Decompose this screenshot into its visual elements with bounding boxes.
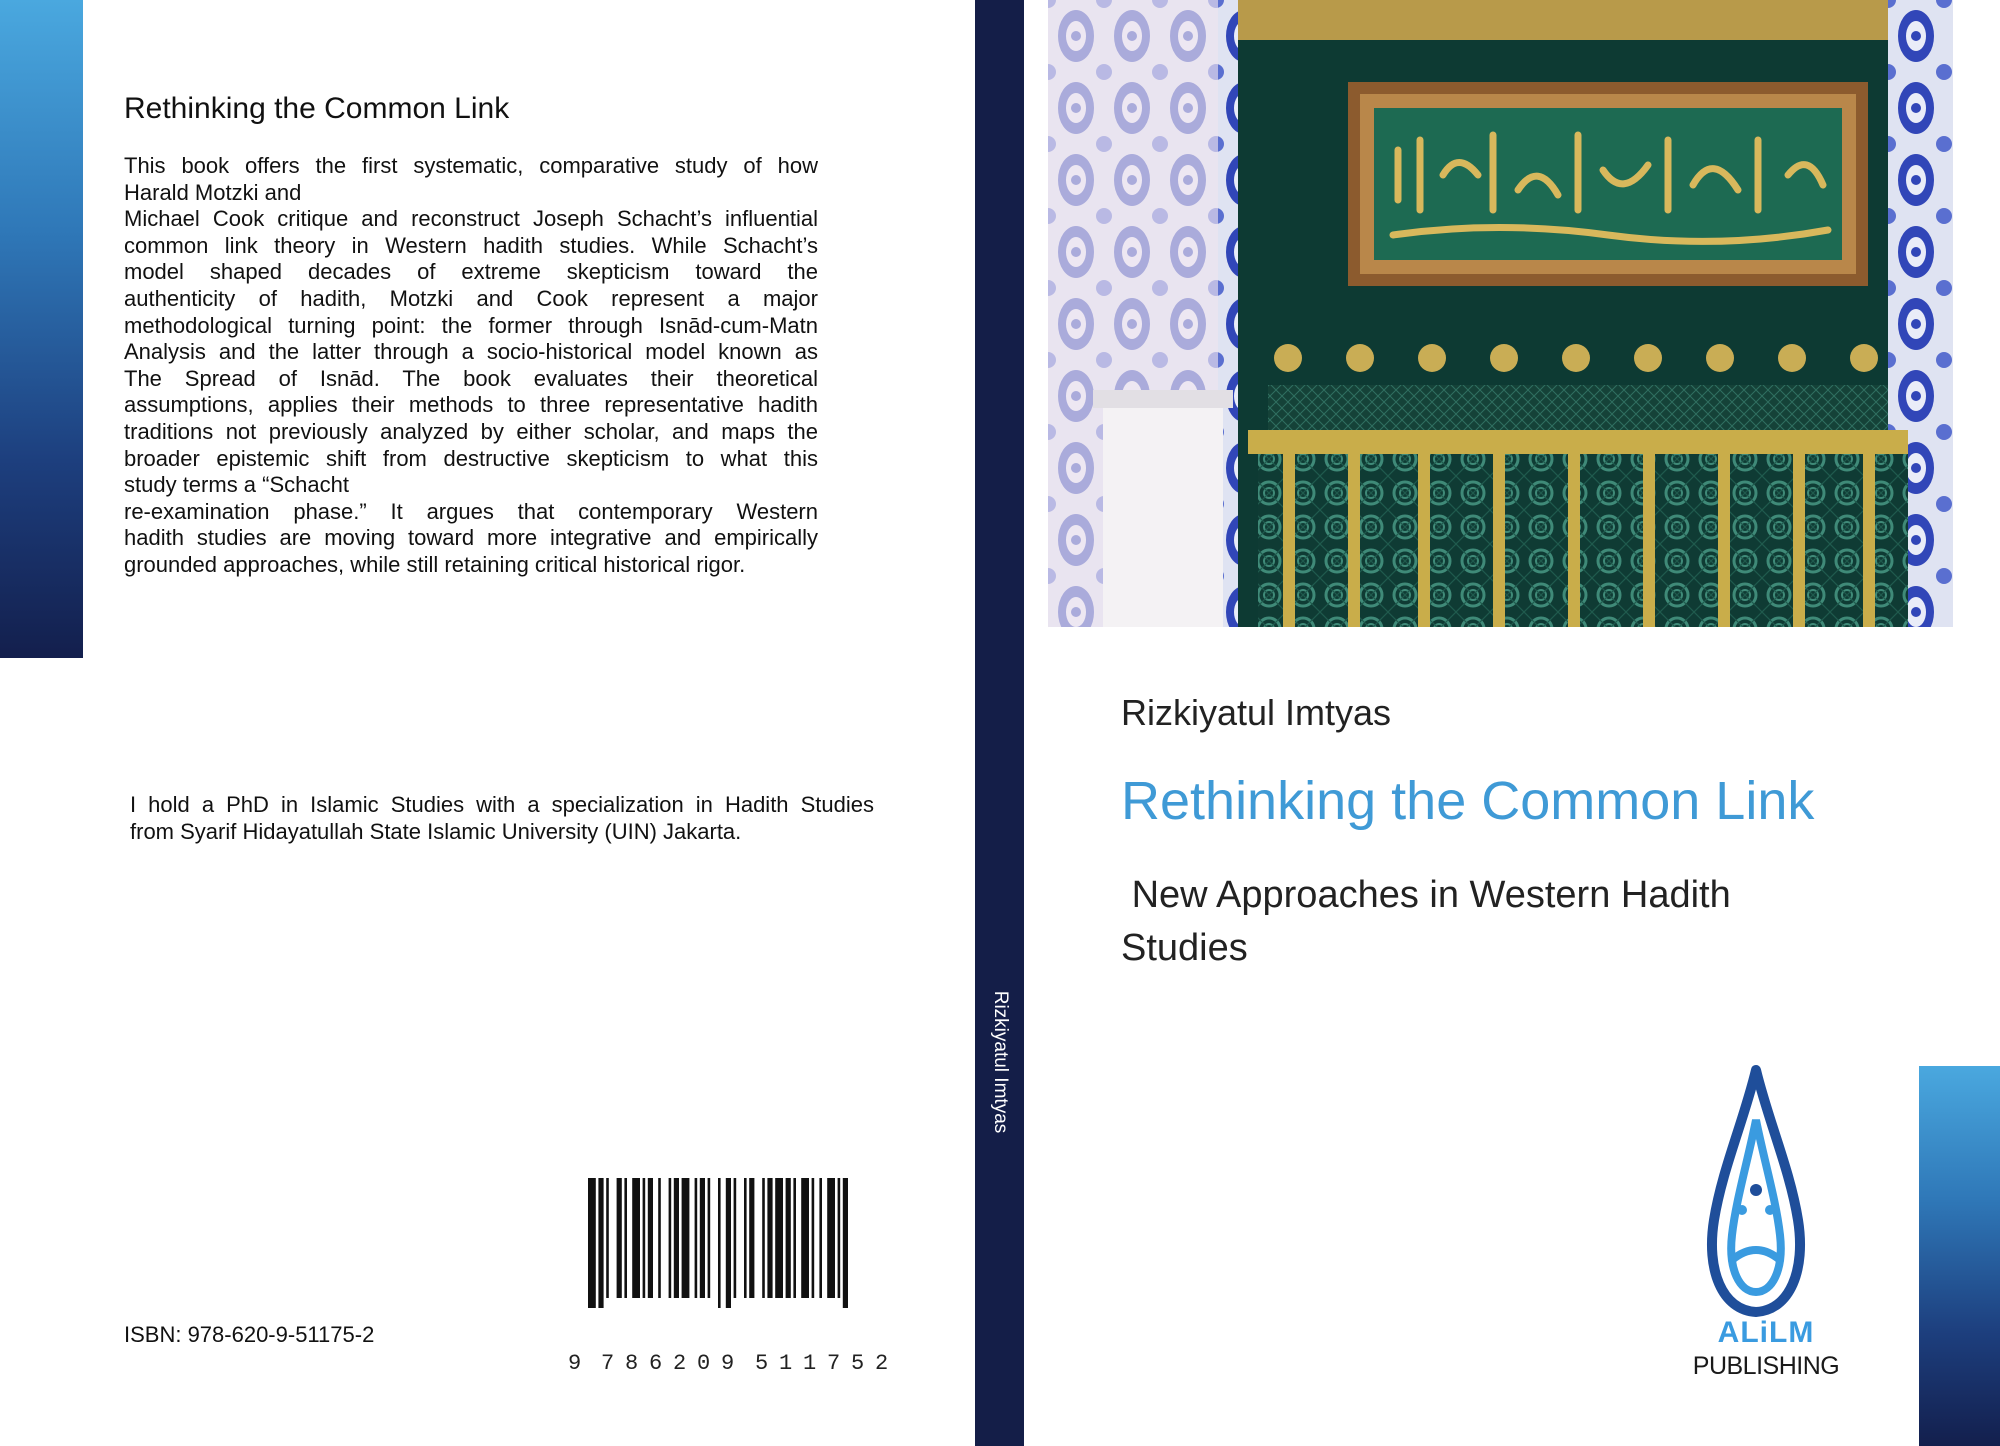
barcode-digits — [568, 1351, 904, 1375]
blurb-line: Michael Cook critique and reconstruct Joseph Schacht’s influential — [124, 206, 818, 232]
barcode-bar — [674, 1178, 679, 1298]
blurb-line: study terms a “Schacht — [124, 472, 349, 498]
barcode-icon — [588, 1178, 904, 1308]
barcode-bar — [588, 1178, 596, 1308]
barcode-bar — [819, 1178, 822, 1298]
barcode-bar — [700, 1178, 705, 1298]
bio-line: I hold a PhD in Islamic Studies with a specialization in Hadith Studies — [130, 792, 874, 817]
barcode-digit: 0 — [697, 1351, 711, 1376]
blurb-line: traditions not previously analyzed by either scholar, and maps the — [124, 418, 818, 444]
spine-author: Rizkiyatul Imtyas — [990, 990, 1011, 1134]
cover-photo-icon — [1048, 0, 1953, 627]
barcode-bar — [708, 1178, 711, 1298]
barcode-digit: 2 — [673, 1351, 687, 1376]
isbn-label: ISBN: 978-620-9-51175-2 — [124, 1322, 375, 1347]
blurb-line: broader epistemic shift from destructive skepticism to what this — [124, 445, 818, 471]
barcode-bar — [762, 1178, 765, 1298]
barcode-digit: 5 — [851, 1351, 865, 1376]
barcode-bar — [793, 1178, 796, 1298]
front-cover-gradient-strip — [1919, 1066, 2000, 1446]
barcode-digit: 5 — [755, 1351, 769, 1376]
barcode-bar — [726, 1178, 731, 1308]
front-cover-author: Rizkiyatul Imtyas — [1121, 692, 1392, 733]
barcode-bar — [838, 1178, 841, 1298]
blurb-line: re-examination phase.” It argues that contemporary Western — [124, 498, 818, 524]
barcode-digit: 1 — [779, 1351, 793, 1376]
barcode-digit: 9 — [568, 1351, 582, 1376]
barcode-bar — [695, 1178, 698, 1298]
blurb-line: methodological turning point: the former through Isnād-cum-Matn — [124, 312, 818, 338]
barcode-digit: 6 — [649, 1351, 663, 1376]
barcode-bar — [669, 1178, 672, 1298]
barcode-bar — [827, 1178, 835, 1298]
barcode-digit: 9 — [721, 1351, 735, 1376]
barcode-bar — [624, 1178, 627, 1298]
barcode-digit: 7 — [601, 1351, 615, 1376]
barcode-digit: 2 — [875, 1351, 889, 1376]
barcode-bar — [648, 1178, 653, 1298]
barcode-bar — [843, 1178, 848, 1308]
barcode-bar — [786, 1178, 791, 1298]
barcode-bar — [632, 1178, 640, 1298]
barcode-bar — [643, 1178, 646, 1298]
blurb-line: grounded approaches, while still retaining critical historical rigor. — [124, 551, 746, 577]
barcode-bar — [658, 1178, 661, 1298]
barcode-bar — [749, 1178, 754, 1298]
blurb-line: model shaped decades of extreme skepticism toward the — [124, 259, 818, 285]
bio-line: from Syarif Hidayatullah State Islamic University (UIN) Jakarta. — [130, 818, 742, 844]
blurb-line: common link theory in Western hadith studies. While Schacht’s — [124, 232, 818, 258]
barcode-bar — [598, 1178, 603, 1308]
publisher-name: PUBLISHING — [1692, 1352, 1840, 1380]
back-cover-gradient-strip — [0, 0, 83, 658]
publisher-brand: ALiLM — [1717, 1316, 1815, 1349]
author-biography — [130, 792, 874, 845]
barcode-bar — [606, 1178, 609, 1298]
barcode-bar — [718, 1178, 721, 1308]
barcode-digit: 1 — [803, 1351, 817, 1376]
barcode-bar — [682, 1178, 690, 1298]
blurb-line: assumptions, applies their methods to three representative hadith — [124, 392, 818, 418]
blurb-line: hadith studies are moving toward more integrative and empirically — [124, 525, 818, 551]
blurb-line: This book offers the first systematic, comparative study of how — [124, 153, 818, 178]
back-cover-title: Rethinking the Common Link — [124, 92, 510, 125]
blurb-line: Harald Motzki and — [124, 179, 302, 205]
barcode-bar — [617, 1178, 622, 1298]
blurb-line: The Spread of Isnād. The book evaluates their theoretical — [124, 365, 818, 391]
front-cover-subtitle: New Approaches in Western Hadith Studies — [1121, 874, 1731, 969]
barcode-digit: 8 — [625, 1351, 639, 1376]
barcode-bar — [744, 1178, 747, 1298]
book-spine — [975, 0, 1024, 1446]
barcode-bar — [812, 1178, 815, 1298]
barcode-bar — [775, 1178, 783, 1298]
barcode-bar — [767, 1178, 772, 1298]
blurb-line: Analysis and the latter through a socio-historical model known as — [124, 339, 818, 365]
barcode-digit: 7 — [827, 1351, 841, 1376]
barcode-bar — [734, 1178, 737, 1298]
barcode-bar — [801, 1178, 809, 1298]
book-description — [124, 153, 818, 579]
blurb-line: authenticity of hadith, Motzki and Cook represent a major — [124, 285, 818, 311]
front-cover-title: Rethinking the Common Link — [1121, 771, 1815, 831]
